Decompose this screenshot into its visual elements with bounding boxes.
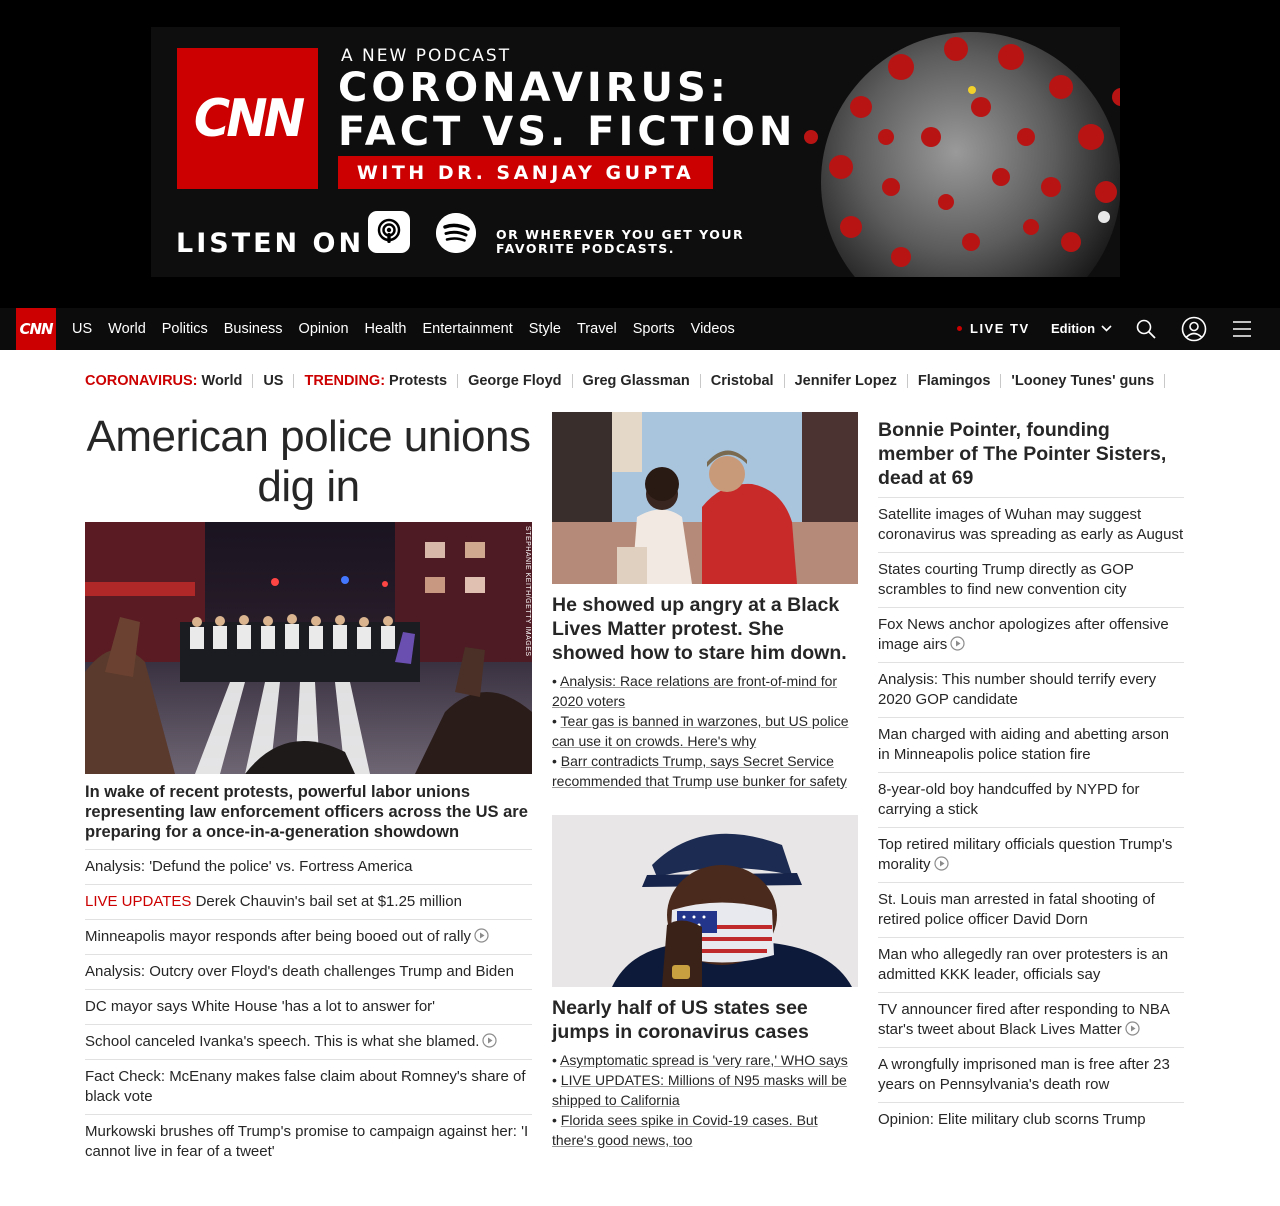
list-item-text: TV announcer fired after responding to NBA star's tweet about Black Lives Matter	[878, 1001, 1170, 1038]
protest-photo	[85, 522, 532, 774]
list-item-text: Opinion: Elite military club scorns Trump	[878, 1111, 1146, 1128]
list-item-text: Minneapolis mayor responds after being booed out of rally	[85, 928, 472, 945]
trending-link[interactable]: Protests	[389, 373, 448, 389]
list-item[interactable]	[878, 772, 1184, 827]
nav-link-style[interactable]: Style	[528, 321, 561, 337]
trending-link[interactable]: Greg Glassman	[582, 373, 690, 389]
ad-area	[0, 0, 1280, 308]
bullet-item[interactable]: • LIVE UPDATES: Millions of N95 masks will be shipped to California	[552, 1072, 847, 1108]
middle-column	[552, 412, 858, 1150]
nav-link-health[interactable]: Health	[364, 321, 407, 337]
list-item-text: Satellite images of Wuhan may suggest coronavirus was spreading as early as August	[878, 506, 1184, 543]
nav-link-politics[interactable]: Politics	[161, 321, 208, 337]
list-item-text: Analysis: Outcry over Floyd's death challenges Trump and Biden	[85, 963, 514, 980]
lead-column	[85, 410, 532, 1169]
list-item-text: St. Louis man arrested in fatal shooting of retired police officer David Dorn	[878, 891, 1155, 928]
podcast-ad-banner[interactable]	[151, 27, 1120, 277]
list-item[interactable]	[85, 849, 532, 884]
divider	[1000, 374, 1001, 388]
list-item[interactable]	[878, 1102, 1184, 1137]
cnn-logo	[177, 48, 318, 189]
ad-host: WITH DR. SANJAY GUPTA	[338, 156, 713, 189]
main-nav	[0, 308, 1280, 350]
nav-link-travel[interactable]: Travel	[576, 321, 617, 337]
hero-image[interactable]	[85, 522, 532, 774]
list-item[interactable]	[85, 1114, 532, 1169]
list-item-text: A wrongfully imprisoned man is free after 23 years on Pennsylvania's death row	[878, 1056, 1170, 1093]
mask-image[interactable]	[552, 815, 858, 987]
blm-protest-photo	[552, 412, 858, 584]
video-play-icon	[482, 1033, 497, 1048]
video-play-icon	[1125, 1021, 1140, 1036]
live-dot-icon	[957, 326, 962, 331]
coronavirus-illustration	[771, 27, 1120, 277]
nav-link-sports[interactable]: Sports	[632, 321, 675, 337]
video-play-icon	[950, 636, 965, 651]
bullet-item[interactable]: • Tear gas is banned in warzones, but US police can use it on crowds. Here's why	[552, 713, 849, 749]
list-item-text: Analysis: This number should terrify every 2020 GOP candidate	[878, 671, 1157, 708]
photo-credit: STEPHANIE KEITH/GETTY IMAGES	[524, 526, 531, 657]
ad-listen-on: LISTEN ON	[176, 228, 365, 259]
nav-links	[72, 308, 751, 350]
blm-protest-image[interactable]	[552, 412, 858, 584]
trending-link[interactable]: US	[263, 373, 284, 389]
lead-story-list	[85, 849, 532, 1169]
list-item[interactable]	[878, 937, 1184, 992]
trending-link[interactable]: World	[201, 373, 243, 389]
list-item[interactable]	[878, 1047, 1184, 1102]
trending-label: TRENDING:	[304, 373, 386, 389]
bullet-link[interactable]: Asymptomatic spread is 'very rare,' WHO says	[560, 1052, 848, 1068]
headline-list	[878, 497, 1184, 1137]
cnn-logo-nav[interactable]: CNN	[16, 308, 56, 350]
ad-headline-2: FACT VS. FICTION	[338, 109, 797, 155]
hero-caption[interactable]: In wake of recent protests, powerful labor unions representing law enforcement officers across the US are preparing for a once-in-a-generation showdown	[85, 783, 528, 841]
divider	[457, 374, 458, 388]
story-headline[interactable]: Bonnie Pointer, founding member of The Pointer Sisters, dead at 69	[878, 419, 1167, 489]
list-item-text: DC mayor says White House 'has a lot to answer for'	[85, 998, 436, 1015]
coronavirus-label: CORONAVIRUS:	[85, 373, 198, 389]
bullet-link[interactable]: Florida sees spike in Covid-19 cases. But there's good news, too	[552, 1112, 818, 1148]
list-item[interactable]	[878, 497, 1184, 552]
list-item-text: Murkowski brushes off Trump's promise to campaign against her: 'I cannot live in fear of a tweet'	[85, 1123, 529, 1160]
divider	[293, 374, 294, 388]
edition-dropdown[interactable]	[1051, 321, 1112, 336]
nav-link-world[interactable]: World	[108, 321, 146, 337]
list-item-text: School canceled Ivanka's speech. This is what she blamed.	[85, 1033, 480, 1050]
bullet-item[interactable]: • Florida sees spike in Covid-19 cases. But there's good news, too	[552, 1112, 818, 1148]
lead-headline[interactable]: American police unions dig in	[86, 412, 531, 511]
user-account-icon[interactable]	[1181, 316, 1207, 342]
spotify-icon[interactable]	[436, 213, 476, 253]
nav-link-business[interactable]: Business	[223, 321, 283, 337]
trending-link[interactable]: Flamingos	[917, 373, 991, 389]
bullet-item[interactable]: • Analysis: Race relations are front-of-mind for 2020 voters	[552, 673, 838, 709]
list-item[interactable]	[85, 1024, 532, 1059]
list-item-text: Man charged with aiding and abetting arson in Minneapolis police station fire	[878, 726, 1170, 763]
ad-wherever: OR WHEREVER YOU GET YOUR FAVORITE PODCASTS.	[496, 227, 745, 256]
list-item-text: Derek Chauvin's bail set at $1.25 million	[195, 893, 462, 910]
apple-podcasts-icon[interactable]	[368, 211, 410, 253]
edition-label: Edition	[1051, 321, 1096, 336]
live-updates-label: LIVE UPDATES	[85, 893, 192, 910]
trending-link[interactable]: George Floyd	[468, 373, 562, 389]
bullet-link[interactable]: LIVE UPDATES: Millions of N95 masks will be shipped to California	[552, 1072, 847, 1108]
trending-link[interactable]: Cristobal	[710, 373, 774, 389]
search-icon[interactable]	[1134, 317, 1158, 341]
divider	[784, 374, 785, 388]
story-headline[interactable]: Nearly half of US states see jumps in coronavirus cases	[552, 997, 809, 1043]
list-item[interactable]	[85, 989, 532, 1024]
live-tv-label: LIVE TV	[970, 321, 1030, 336]
divider	[572, 374, 573, 388]
bullet-link[interactable]: Tear gas is banned in warzones, but US police can use it on crowds. Here's why	[552, 713, 849, 749]
list-item[interactable]	[878, 607, 1184, 662]
divider	[1164, 374, 1165, 388]
divider	[907, 374, 908, 388]
list-item-text: States courting Trump directly as GOP scrambles to find new convention city	[878, 561, 1134, 598]
list-item-text: Top retired military officials question Trump's morality	[878, 836, 1173, 873]
trending-bar	[85, 372, 1175, 390]
nav-link-us[interactable]: US	[72, 321, 93, 337]
list-item[interactable]	[85, 1059, 532, 1114]
video-play-icon	[934, 856, 949, 871]
ad-kicker: A NEW PODCAST	[341, 46, 512, 66]
list-item[interactable]	[878, 662, 1184, 717]
mask-photo	[552, 815, 858, 987]
story-headline[interactable]: He showed up angry at a Black Lives Matter protest. She showed how to stare him down.	[552, 594, 847, 664]
nav-link-videos[interactable]: Videos	[690, 321, 735, 337]
list-item[interactable]	[878, 717, 1184, 772]
bullet-item[interactable]: • Barr contradicts Trump, says Secret Service recommended that Trump use bunker for safety	[552, 753, 847, 789]
list-item-text: Man who allegedly ran over protesters is an admitted KKK leader, officials say	[878, 946, 1169, 983]
list-item[interactable]	[878, 827, 1184, 882]
list-item[interactable]	[85, 919, 532, 954]
ad-headline-1: CORONAVIRUS:	[338, 65, 730, 111]
hamburger-menu-icon[interactable]	[1230, 317, 1254, 341]
story-bullets	[552, 1050, 858, 1150]
trending-link[interactable]: Jennifer Lopez	[794, 373, 897, 389]
list-item[interactable]	[878, 882, 1184, 937]
nav-link-entertainment[interactable]: Entertainment	[422, 321, 513, 337]
right-column	[878, 418, 1184, 1137]
live-tv-button[interactable]	[957, 321, 1030, 336]
divider	[700, 374, 701, 388]
chevron-down-icon	[1101, 325, 1112, 332]
list-item-text: Fact Check: McEnany makes false claim about Romney's share of black vote	[85, 1068, 526, 1105]
bullet-link[interactable]: Barr contradicts Trump, says Secret Service recommended that Trump use bunker for safety	[552, 753, 847, 789]
list-item[interactable]	[85, 954, 532, 989]
divider	[252, 374, 253, 388]
list-item[interactable]	[878, 992, 1184, 1047]
bullet-link[interactable]: Analysis: Race relations are front-of-mind for 2020 voters	[552, 673, 838, 709]
video-play-icon	[474, 928, 489, 943]
list-item-text: 8-year-old boy handcuffed by NYPD for carrying a stick	[878, 781, 1140, 818]
bullet-item[interactable]: • Asymptomatic spread is 'very rare,' WHO says	[552, 1052, 848, 1068]
story-bullets	[552, 671, 858, 791]
ad-logo-text: CNN	[193, 88, 302, 149]
list-item-text: Fox News anchor apologizes after offensive image airs	[878, 616, 1169, 653]
list-item[interactable]	[85, 884, 532, 919]
nav-link-opinion[interactable]: Opinion	[298, 321, 349, 337]
list-item-text: Analysis: 'Defund the police' vs. Fortress America	[85, 858, 413, 875]
trending-link[interactable]: 'Looney Tunes' guns	[1011, 373, 1155, 389]
list-item[interactable]	[878, 552, 1184, 607]
